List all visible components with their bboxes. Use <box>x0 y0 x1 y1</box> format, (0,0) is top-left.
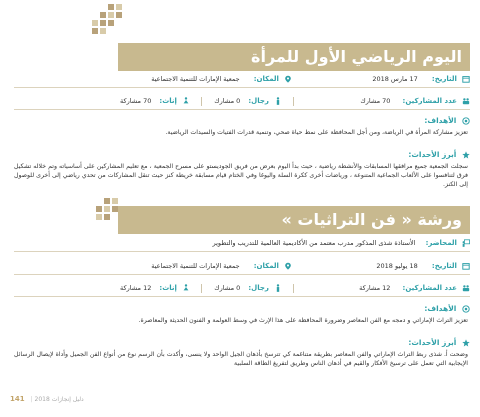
highlights-text: سجلت الجمعية جميع مرافقها المسابقات والأنشطة رياضية ، حيث بدأ اليوم بعرض من فريق الجوديستو على مسرح الجمعية ، مع تعليم المشاركين على أساسياته وتم خلاله تشكيل فرق لتنافسوا على الألعاب الجماعية المتنوعة ، ورياضات أخرى ككرة السلة واليوغا وفي الختام قيام مسابقة خريطة كنز حيث تنقل المشاركات من تحدي رياضي إلى أخرى للوصول إلى الكنز. <box>14 163 468 188</box>
female-icon <box>182 284 190 292</box>
group-icon <box>462 97 470 105</box>
goals-heading: الأهداف: <box>424 304 470 313</box>
female-icon <box>182 97 190 105</box>
star-icon <box>462 339 470 347</box>
goals-heading: الأهداف: <box>424 116 470 125</box>
date-cell <box>372 70 470 88</box>
date-value: 17 مارس 2018 <box>372 75 418 83</box>
women-value: 12 مشاركة <box>120 284 152 292</box>
goals-text: تعزيز التراث الإماراتي و دمجه مع الفن المعاصر وضرورة المحافظة على هذا الإرث في وسط العولمة و الفنون الحديثة والمعاصرة. <box>138 317 468 324</box>
women-value: 70 مشاركة <box>120 97 152 105</box>
participants-value: 12 مشاركة <box>359 284 391 292</box>
men-value: 0 مشارك <box>214 284 241 292</box>
info-row-date-place <box>14 70 470 88</box>
page-footer <box>10 395 84 403</box>
decorative-pixel-pattern-middle <box>96 198 118 220</box>
calendar-icon <box>462 75 470 83</box>
men-cell <box>214 92 282 110</box>
men-label: رجال: <box>248 284 269 292</box>
section-title-event1: اليوم الرياضي الأول للمرأة <box>118 43 470 71</box>
date-label: التاريخ: <box>431 75 457 83</box>
decorative-pixel-pattern-top <box>92 4 122 34</box>
divider <box>293 284 294 293</box>
highlights-text: وضحت أ. شذى ربط التراث الإماراتي والفن المعاصر بطريقة متناغمة كي تترسخ بأذهان الجيل الواحد ولا ينسى، وأكدت بأن الرسم نوع من أنواع الفن الجميل وأداة لإيصال الرسائل الإيجابية التي تعمل على ترسيخ الأفكار والقيم في أذهان الناس وطريق لتفريغ الطاقة السلبية <box>14 351 468 367</box>
place-label: المكان: <box>253 262 279 270</box>
group-icon <box>462 284 470 292</box>
lecturer-value: الأستاذة شذى المذكور مدرب معتمد من الأكاديمية العالمية للتدريب والتطوير <box>212 239 416 247</box>
men-label: رجال: <box>248 97 269 105</box>
goals-text: تعزيز مشاركة المرأة في الرياضة، ومن أجل المحافظة على نمط حياة صحي، وتنمية قدرات الفتيات والسيدات الرياضية. <box>165 129 468 136</box>
divider <box>201 97 202 106</box>
footer-separator: | <box>30 396 33 403</box>
info-row-date-place <box>14 257 470 275</box>
place-label: المكان: <box>253 75 279 83</box>
place-value: جمعية الإمارات للتنمية الاجتماعية <box>151 75 240 83</box>
location-pin-icon <box>284 75 292 83</box>
date-label: التاريخ: <box>431 262 457 270</box>
participants-value: 70 مشارك <box>360 97 391 105</box>
highlights-heading: أبرز الأحداث: <box>408 150 470 159</box>
info-row-participants <box>14 279 470 297</box>
place-cell <box>151 257 292 275</box>
male-icon <box>274 284 282 292</box>
highlights-heading: أبرز الأحداث: <box>408 338 470 347</box>
male-icon <box>274 97 282 105</box>
info-row-lecturer <box>14 234 470 252</box>
publication-name: دليل إنجازات 2018 <box>34 396 84 403</box>
presenter-icon <box>462 239 470 247</box>
participants-cell <box>359 279 470 297</box>
men-value: 0 مشارك <box>214 97 241 105</box>
info-row-participants <box>14 92 470 110</box>
lecturer-cell <box>213 234 470 252</box>
target-icon <box>462 117 470 125</box>
participants-cell <box>360 92 470 110</box>
participants-label: عدد المشاركين: <box>402 284 457 292</box>
place-value: جمعية الإمارات للتنمية الاجتماعية <box>151 262 240 270</box>
star-icon <box>462 151 470 159</box>
target-icon <box>462 305 470 313</box>
women-cell <box>120 279 190 297</box>
calendar-icon <box>462 262 470 270</box>
women-cell <box>120 92 190 110</box>
date-value: 18 يوليو 2018 <box>376 262 418 270</box>
men-cell <box>214 279 282 297</box>
participants-label: عدد المشاركين: <box>402 97 457 105</box>
divider <box>293 97 294 106</box>
section-title-event2: ورشة « فن التراثيات » <box>118 206 470 234</box>
women-label: إناث: <box>159 97 177 105</box>
women-label: إناث: <box>159 284 177 292</box>
date-cell <box>376 257 470 275</box>
location-pin-icon <box>284 262 292 270</box>
page-number: 141 <box>10 395 25 403</box>
lecturer-label: المحاضر: <box>425 239 457 247</box>
divider <box>201 284 202 293</box>
place-cell <box>151 70 292 88</box>
